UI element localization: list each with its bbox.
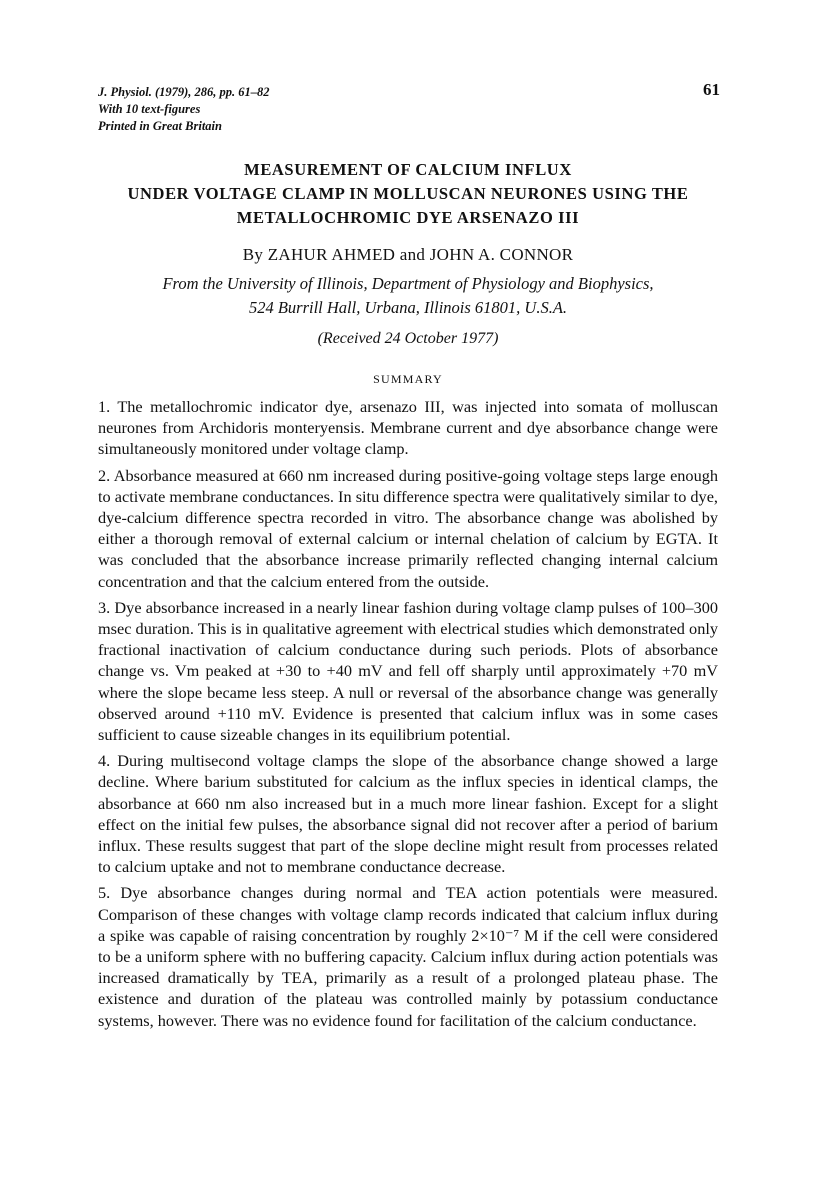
title-line: METALLOCHROMIC DYE ARSENAZO III [236, 208, 580, 227]
affiliation [60, 272, 756, 320]
summary-paragraph: 4. During multisecond voltage clamps the slope of the absorbance change showed a large decline. Where barium substituted for calcium as the influx species in identical clamps, the absorbance at 660 nm also increased but in a much more linear fashion. Except for a slight effect on the initial few pulses, the absorbance signal did not recover after a period of barium influx. These results suggest that part of the slope decline might result from processes related to calcium uptake and not to membrane conductance decrease. [98, 751, 718, 877]
citation-line: J. Physiol. (1979), 286, pp. 61–82 [98, 85, 270, 99]
received-date: (Received 24 October 1977) [317, 330, 499, 347]
title-line: MEASUREMENT OF CALCIUM INFLUX [244, 160, 572, 179]
article-title [60, 158, 756, 230]
summary-paragraph: 3. Dye absorbance increased in a nearly linear fashion during voltage clamp pulses of 100–300 msec duration. This is in qualitative agreement with electrical studies which demonstrated only fractional inactivation of calcium conductance during such periods. Plots of absorbance change vs. Vm peaked at +30 to +40 mV and fell off sharply until approximately +70 mV where the slope became less steep. A null or reversal of the absorbance change was generally observed around +110 mV. Evidence is presented that calcium influx was in some cases sufficient to cause sizeable changes in its equilibrium potential. [98, 597, 718, 745]
authors: By ZAHUR AHMED and JOHN A. CONNOR [242, 245, 574, 264]
affiliation-line: From the University of Illinois, Department of Physiology and Biophysics, [162, 274, 654, 293]
printed-line: Printed in Great Britain [98, 119, 222, 133]
figures-line: With 10 text-figures [98, 102, 201, 116]
affiliation-line: 524 Burrill Hall, Urbana, Illinois 61801, U.S.A. [248, 298, 568, 317]
summary-heading: SUMMARY [373, 372, 443, 386]
summary-paragraph: 5. Dye absorbance changes during normal and TEA action potentials were measured. Comparison of these changes with voltage clamp records indicated that calcium influx during a spike was capable of raising concentration by roughly 2×10⁻⁷ M if the cell were considered to be a uniform sphere with no buffering capacity. Calcium influx during action potentials was increased dramatically by TEA, primarily as a result of a prolonged plateau phase. The existence and duration of the plateau was controlled mainly by potassium conductance systems, however. There was no evidence found for facilitation of the calcium conductance. [98, 883, 718, 1030]
title-line: UNDER VOLTAGE CLAMP IN MOLLUSCAN NEURONES USING THE [127, 184, 689, 203]
summary-paragraph: 1. The metallochromic indicator dye, arsenazo III, was injected into somata of molluscan neurones from Archidoris monteryensis. Membrane current and dye absorbance change were simultaneously monitored under voltage clamp. [98, 397, 718, 459]
journal-header [98, 84, 270, 135]
page-number: 61 [703, 80, 720, 99]
summary-paragraph: 2. Absorbance measured at 660 nm increased during positive-going voltage steps large enough to activate membrane conductances. In situ difference spectra were qualitatively similar to dye, dye-calcium difference spectra recorded in vitro. The absorbance change was abolished by either a thorough removal of external calcium or internal chelation of calcium by EGTA. It was concluded that the absorbance increase primarily reflected changing internal calcium concentration and that the calcium entered from the outside. [98, 465, 718, 591]
summary-body [98, 396, 718, 1036]
